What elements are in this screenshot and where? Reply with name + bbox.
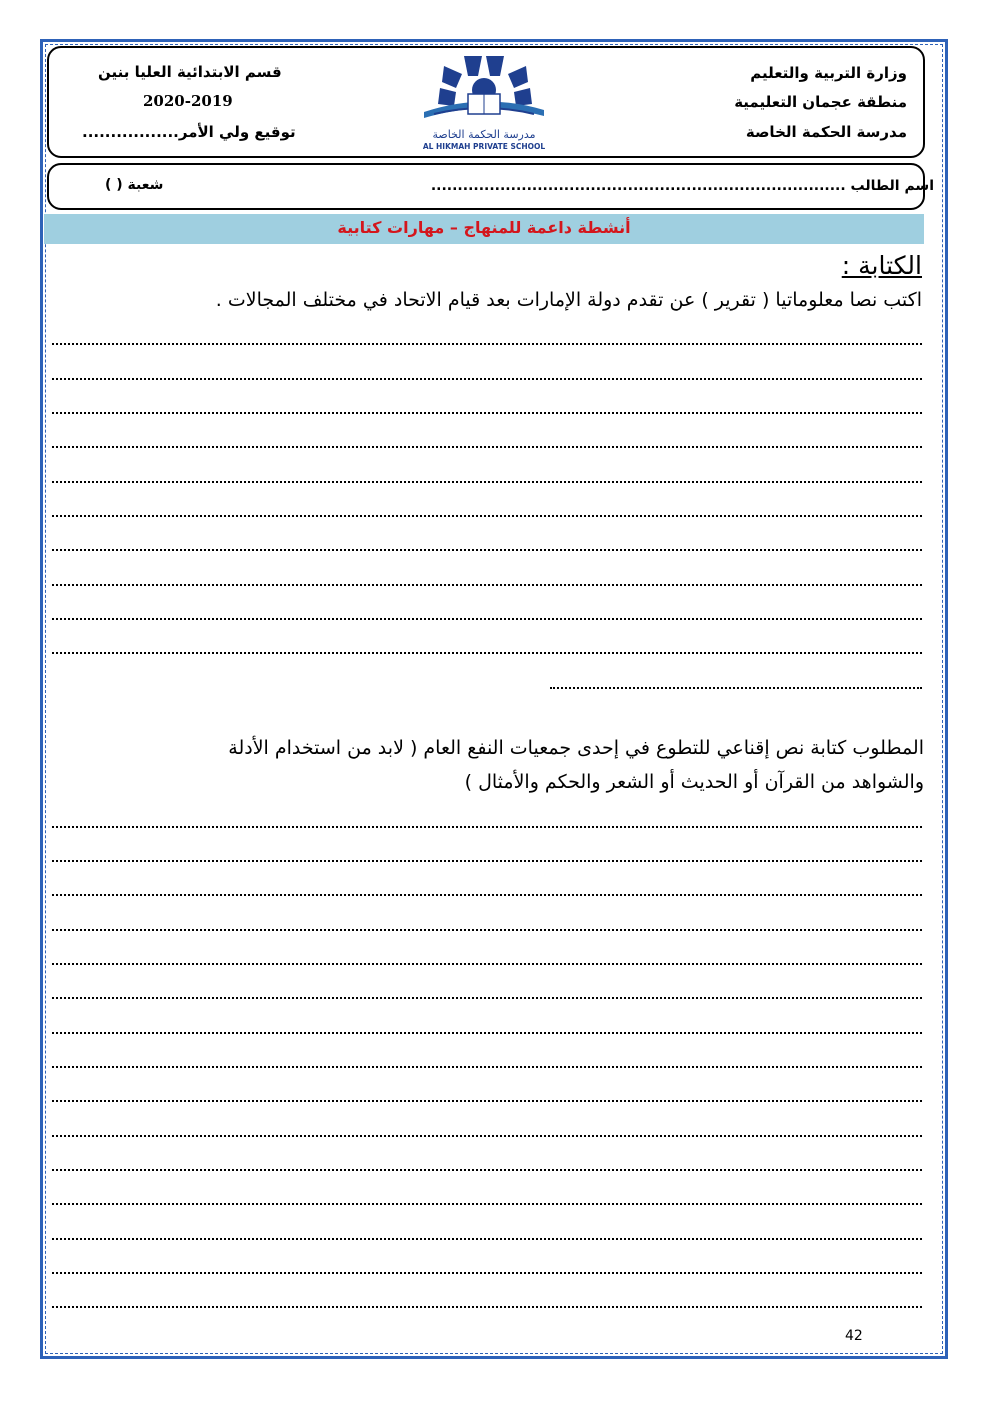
answer-line[interactable] (52, 1135, 922, 1137)
writing-heading: الكتابة : (841, 251, 922, 280)
answer-line[interactable] (52, 343, 922, 345)
answer-line[interactable] (52, 1032, 922, 1034)
answer-line[interactable] (52, 515, 922, 517)
answer-line[interactable] (52, 652, 922, 654)
answer-line[interactable] (52, 929, 922, 931)
logo-english-text: AL HIKMAH PRIVATE SCHOOL (422, 142, 546, 151)
banner-title: أنشطة داعمة للمنهاج – مهارات كتابية (337, 218, 631, 237)
answer-line[interactable] (52, 584, 922, 586)
answer-line[interactable] (52, 963, 922, 965)
page-number: 42 (845, 1328, 863, 1344)
student-name-field[interactable]: اسم الطالب .............................................................................. (430, 178, 934, 194)
answer-line[interactable] (52, 412, 922, 414)
ministry-label: وزارة التربية والتعليم (750, 64, 907, 82)
section-field[interactable]: شعبة ( ) (105, 177, 164, 193)
answer-line[interactable] (52, 446, 922, 448)
answer-line[interactable] (550, 687, 922, 689)
department-label: قسم الابتدائية العليا بنين (98, 63, 282, 81)
logo-arabic-text: مدرسة الحكمة الخاصة (432, 128, 536, 141)
answer-line[interactable] (52, 1169, 922, 1171)
answer-line[interactable] (52, 860, 922, 862)
answer-line[interactable] (52, 1272, 922, 1274)
answer-line[interactable] (52, 894, 922, 896)
answer-line[interactable] (52, 1238, 922, 1240)
task2-prompt-line1: المطلوب كتابة نص إقناعي للتطوع في إحدى جمعيات النفع العام ( لابد من استخدام الأدلة (228, 737, 924, 759)
year-label: 2020-2019 (143, 92, 233, 110)
answer-line[interactable] (52, 826, 922, 828)
guardian-signature: توقيع ولي الأمر................. (82, 123, 296, 141)
answer-line[interactable] (52, 378, 922, 380)
school-label: مدرسة الحكمة الخاصة (745, 123, 907, 141)
task1-prompt: اكتب نصا معلوماتيا ( تقرير ) عن تقدم دولة الإمارات بعد قيام الاتحاد في مختلف المجالات . (215, 289, 922, 311)
activity-banner (44, 214, 924, 244)
school-logo (404, 52, 564, 152)
answer-line[interactable] (52, 1100, 922, 1102)
answer-line[interactable] (52, 1203, 922, 1205)
answer-line[interactable] (52, 1306, 922, 1308)
task2-prompt-line2: والشواهد من القرآن أو الحديث أو الشعر والحكم والأمثال ) (464, 771, 924, 793)
zone-label: منطقة عجمان التعليمية (734, 93, 907, 111)
answer-line[interactable] (52, 997, 922, 999)
answer-line[interactable] (52, 481, 922, 483)
answer-line[interactable] (52, 549, 922, 551)
answer-line[interactable] (52, 618, 922, 620)
answer-line[interactable] (52, 1066, 922, 1068)
